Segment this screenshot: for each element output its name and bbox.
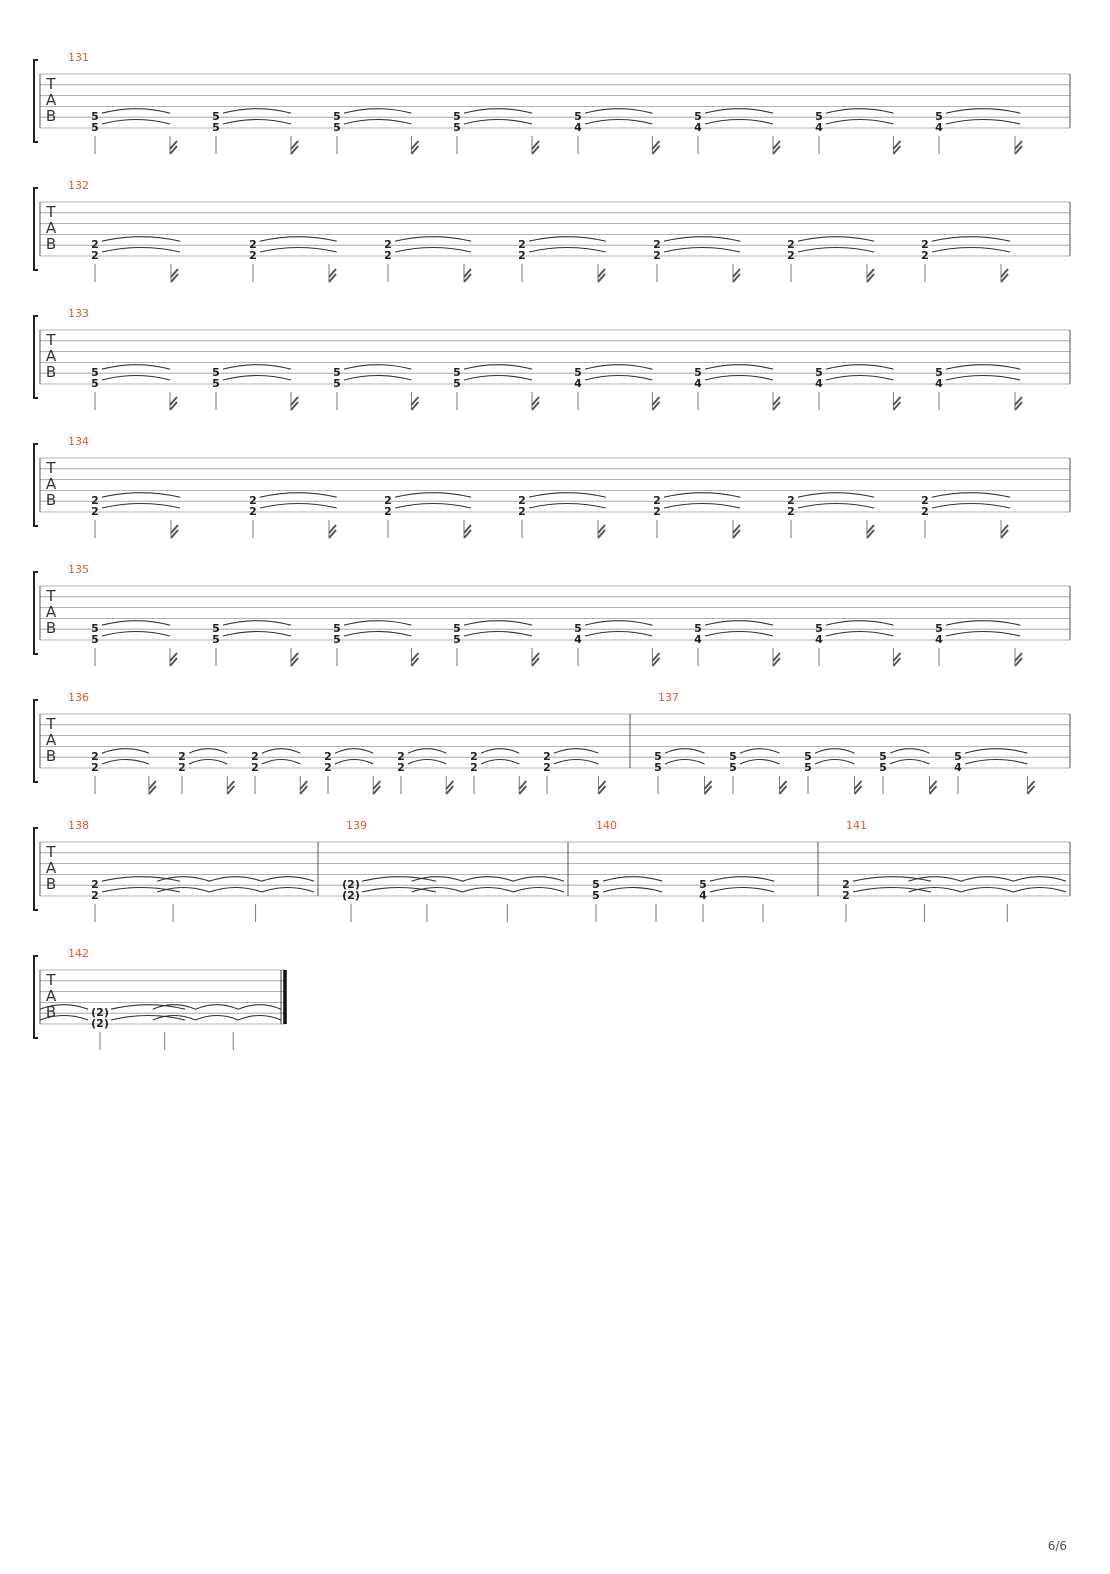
tie — [102, 760, 149, 765]
tab-clef-t: T — [46, 843, 56, 861]
fret-number: 2 — [324, 750, 332, 764]
tie — [705, 109, 773, 114]
tie — [102, 632, 170, 637]
fret-number: 5 — [574, 366, 582, 380]
tie — [932, 237, 1010, 242]
tie — [965, 749, 1027, 754]
fret-number: 2 — [249, 249, 257, 262]
fret-number: 4 — [694, 377, 702, 390]
tie — [529, 504, 606, 509]
fret-number: 2 — [543, 750, 551, 764]
fret-number: 2 — [921, 249, 929, 262]
tie — [1014, 888, 1067, 893]
tie — [464, 109, 532, 114]
fret-number: 5 — [699, 878, 707, 892]
fret-number: 2 — [249, 494, 257, 508]
fret-number: 5 — [333, 377, 341, 390]
measure-number: 138 — [68, 819, 89, 832]
tie — [946, 621, 1020, 626]
tie — [223, 376, 291, 381]
measure-number: 141 — [846, 819, 867, 832]
tie — [932, 248, 1010, 253]
tie — [260, 237, 337, 242]
tie — [798, 493, 874, 498]
fret-number: 2 — [470, 761, 478, 774]
fret-number: 5 — [804, 750, 812, 764]
fret-number: 2 — [787, 494, 795, 508]
fret-number: 5 — [212, 377, 220, 390]
tie — [344, 109, 411, 114]
system-bracket — [34, 572, 38, 654]
page-number: 6/6 — [1047, 1539, 1067, 1553]
tab-clef-b: B — [45, 235, 57, 253]
tab-clef-b: B — [45, 747, 57, 765]
tie — [102, 749, 149, 754]
system-bracket — [34, 188, 38, 270]
tie — [826, 632, 893, 637]
fret-number: 2 — [470, 750, 478, 764]
fret-number: 5 — [729, 761, 737, 774]
fret-number: 2 — [384, 238, 392, 252]
tie — [705, 632, 773, 637]
fret-number: 4 — [694, 121, 702, 134]
tab-clef-t: T — [46, 971, 56, 989]
tie — [463, 877, 514, 882]
fret-number: 5 — [333, 121, 341, 134]
fret-number: 5 — [574, 110, 582, 124]
tie — [223, 109, 291, 114]
fret-number: 2 — [91, 238, 99, 252]
measure-number: 140 — [596, 819, 617, 832]
tie — [262, 760, 300, 765]
tie — [412, 888, 463, 893]
tie — [464, 120, 532, 125]
tie — [102, 120, 170, 125]
fret-number: 2 — [921, 494, 929, 508]
fret-number: 5 — [333, 633, 341, 646]
fret-number: 2 — [518, 238, 526, 252]
tie — [798, 504, 874, 509]
tie — [395, 248, 471, 253]
tie — [932, 504, 1010, 509]
tie — [335, 760, 373, 765]
tie — [481, 749, 519, 754]
tab-clef-a: A — [45, 603, 57, 621]
fret-number: 5 — [91, 110, 99, 124]
measure-number: 133 — [68, 307, 89, 320]
fret-number: 4 — [815, 377, 823, 390]
tie — [705, 621, 773, 626]
tie — [826, 120, 893, 125]
fret-number: 5 — [333, 622, 341, 636]
tie — [664, 504, 740, 509]
system-bracket — [34, 444, 38, 526]
fret-number: 5 — [879, 761, 887, 774]
tie — [798, 248, 874, 253]
fret-number: 2 — [787, 238, 795, 252]
fret-number: 5 — [879, 750, 887, 764]
tie — [412, 877, 463, 882]
fret-number: 4 — [935, 121, 943, 134]
tie — [890, 749, 930, 754]
tie — [826, 365, 893, 370]
tie — [464, 621, 532, 626]
fret-number: 2 — [324, 761, 332, 774]
tie — [111, 1016, 185, 1021]
fret-number: 5 — [815, 110, 823, 124]
tie — [464, 376, 532, 381]
tie — [223, 621, 291, 626]
fret-number: 4 — [574, 633, 582, 646]
measure-number: 136 — [68, 691, 89, 704]
fret-number: 5 — [592, 878, 600, 892]
tie — [513, 888, 564, 893]
fret-number: 2 — [384, 249, 392, 262]
fret-number: 4 — [815, 633, 823, 646]
tie — [408, 760, 446, 765]
tie — [554, 760, 598, 765]
measure-number: 132 — [68, 179, 89, 192]
tie — [740, 749, 780, 754]
fret-number: 2 — [384, 505, 392, 518]
tie — [890, 760, 930, 765]
tie — [102, 109, 170, 114]
tie — [102, 376, 170, 381]
fret-number: 4 — [574, 377, 582, 390]
tie — [664, 237, 740, 242]
tie — [260, 504, 337, 509]
fret-number: 5 — [935, 622, 943, 636]
tie — [262, 888, 314, 893]
tie — [664, 248, 740, 253]
tie — [464, 365, 532, 370]
tie — [946, 120, 1020, 125]
system-bracket — [34, 956, 38, 1038]
fret-number: 2 — [249, 238, 257, 252]
tie — [946, 109, 1020, 114]
fret-number: 2 — [251, 761, 259, 774]
tie — [529, 493, 606, 498]
tie — [481, 760, 519, 765]
tie — [395, 237, 471, 242]
tie — [344, 120, 411, 125]
tie — [262, 877, 314, 882]
fret-number: 2 — [251, 750, 259, 764]
tie — [585, 365, 652, 370]
tie — [102, 504, 180, 509]
tie — [665, 760, 705, 765]
fret-number: 5 — [815, 622, 823, 636]
fret-number: 4 — [954, 761, 962, 774]
tie — [826, 621, 893, 626]
tie — [196, 1005, 239, 1010]
fret-number: 2 — [397, 750, 405, 764]
fret-number: 5 — [453, 110, 461, 124]
tie — [705, 376, 773, 381]
fret-number: 5 — [212, 121, 220, 134]
tie — [196, 1016, 239, 1021]
tab-clef-t: T — [46, 715, 56, 733]
fret-number: 5 — [453, 622, 461, 636]
tab-clef-a: A — [45, 347, 57, 365]
fret-number: 2 — [178, 750, 186, 764]
tab-clef-b: B — [45, 875, 57, 893]
tie — [223, 632, 291, 637]
fret-number: 2 — [249, 505, 257, 518]
tie — [603, 888, 662, 893]
measure-number: 131 — [68, 51, 89, 64]
tie — [909, 888, 962, 893]
tie — [260, 493, 337, 498]
tie — [262, 749, 300, 754]
tie — [826, 109, 893, 114]
fret-number: 2 — [543, 761, 551, 774]
fret-number: 5 — [453, 377, 461, 390]
fret-number: 2 — [178, 761, 186, 774]
fret-number: 5 — [592, 889, 600, 902]
fret-number: 5 — [91, 622, 99, 636]
tie — [344, 632, 411, 637]
tab-clef-a: A — [45, 731, 57, 749]
fret-number: 4 — [699, 889, 707, 902]
tie — [529, 248, 606, 253]
tab-clef-t: T — [46, 587, 56, 605]
tab-clef-t: T — [46, 75, 56, 93]
fret-number: 5 — [654, 750, 662, 764]
fret-number: 2 — [518, 249, 526, 262]
fret-number: 2 — [653, 494, 661, 508]
tie — [946, 376, 1020, 381]
fret-number: 2 — [653, 249, 661, 262]
tie — [946, 365, 1020, 370]
tie — [705, 120, 773, 125]
tie — [585, 120, 652, 125]
tab-clef-b: B — [45, 363, 57, 381]
tie — [223, 365, 291, 370]
tie — [111, 1005, 185, 1010]
tie — [585, 376, 652, 381]
tie — [102, 877, 180, 882]
tie — [102, 621, 170, 626]
tie — [463, 888, 514, 893]
fret-number: 4 — [574, 121, 582, 134]
tie — [815, 760, 855, 765]
tie — [946, 632, 1020, 637]
fret-number: 2 — [91, 249, 99, 262]
tie — [826, 376, 893, 381]
system-bracket — [34, 60, 38, 142]
fret-number: 5 — [694, 366, 702, 380]
fret-number: 5 — [815, 366, 823, 380]
tie — [157, 888, 209, 893]
fret-number: (2) — [91, 1006, 109, 1020]
tab-clef-b: B — [45, 491, 57, 509]
fret-number: (2) — [91, 1017, 109, 1030]
tie — [1014, 877, 1067, 882]
tie — [189, 749, 227, 754]
tie — [603, 877, 662, 882]
measure-number: 134 — [68, 435, 89, 448]
tie — [585, 109, 652, 114]
fret-number: 2 — [787, 505, 795, 518]
fret-number: 2 — [384, 494, 392, 508]
tie — [223, 120, 291, 125]
tie — [961, 888, 1014, 893]
measure-number: 137 — [658, 691, 679, 704]
tie — [102, 365, 170, 370]
tie — [585, 632, 652, 637]
tie — [335, 749, 373, 754]
fret-number: 5 — [453, 366, 461, 380]
tie — [961, 877, 1014, 882]
fret-number: 2 — [91, 494, 99, 508]
fret-number: 5 — [91, 366, 99, 380]
fret-number: 2 — [842, 889, 850, 902]
fret-number: 2 — [653, 505, 661, 518]
fret-number: 5 — [453, 633, 461, 646]
tie — [965, 760, 1027, 765]
fret-number: 2 — [91, 761, 99, 774]
fret-number: 5 — [333, 110, 341, 124]
tie — [909, 877, 962, 882]
measure-number: 139 — [346, 819, 367, 832]
tie — [102, 888, 180, 893]
tie — [260, 248, 337, 253]
fret-number: 5 — [694, 110, 702, 124]
tab-clef-a: A — [45, 91, 57, 109]
fret-number: 5 — [333, 366, 341, 380]
fret-number: 5 — [954, 750, 962, 764]
system-bracket — [34, 316, 38, 398]
fret-number: 5 — [574, 622, 582, 636]
tie — [554, 749, 598, 754]
fret-number: 5 — [212, 633, 220, 646]
tie — [102, 248, 180, 253]
fret-number: 5 — [729, 750, 737, 764]
tie — [102, 493, 180, 498]
fret-number: 5 — [212, 622, 220, 636]
system-bracket — [34, 700, 38, 782]
tie — [798, 237, 874, 242]
tie — [529, 237, 606, 242]
tie — [102, 237, 180, 242]
tie — [585, 621, 652, 626]
tie — [157, 877, 209, 882]
tie — [932, 493, 1010, 498]
tie — [513, 877, 564, 882]
tie — [665, 749, 705, 754]
tie — [238, 1016, 281, 1021]
fret-number: 5 — [91, 633, 99, 646]
fret-number: 2 — [91, 878, 99, 892]
tie — [464, 632, 532, 637]
tie — [210, 877, 262, 882]
fret-number: 5 — [935, 366, 943, 380]
fret-number: 2 — [91, 750, 99, 764]
tab-clef-a: A — [45, 987, 57, 1005]
fret-number: 2 — [397, 761, 405, 774]
tie — [664, 493, 740, 498]
tie — [189, 760, 227, 765]
fret-number: 2 — [91, 889, 99, 902]
measure-number: 142 — [68, 947, 89, 960]
tab-clef-a: A — [45, 859, 57, 877]
fret-number: (2) — [342, 889, 360, 902]
fret-number: 4 — [815, 121, 823, 134]
tab-clef-a: A — [45, 219, 57, 237]
tab-clef-t: T — [46, 331, 56, 349]
fret-number: 5 — [212, 366, 220, 380]
tab-clef-b: B — [45, 107, 57, 125]
fret-number: 5 — [654, 761, 662, 774]
fret-number: 5 — [91, 377, 99, 390]
tab-clef-b: B — [45, 619, 57, 637]
tie — [853, 888, 931, 893]
fret-number: 2 — [842, 878, 850, 892]
tie — [710, 877, 774, 882]
fret-number: 2 — [921, 505, 929, 518]
fret-number: 2 — [91, 505, 99, 518]
tie — [740, 760, 780, 765]
fret-number: 5 — [694, 622, 702, 636]
tie — [238, 1005, 281, 1010]
fret-number: 2 — [921, 238, 929, 252]
tie — [210, 888, 262, 893]
tie — [344, 376, 411, 381]
fret-number: 5 — [935, 110, 943, 124]
measure-number: 135 — [68, 563, 89, 576]
tie — [815, 749, 855, 754]
tie — [344, 365, 411, 370]
fret-number: 2 — [518, 494, 526, 508]
fret-number: 2 — [787, 249, 795, 262]
fret-number: 5 — [91, 121, 99, 134]
tie — [395, 504, 471, 509]
tab-clef-a: A — [45, 475, 57, 493]
system-bracket — [34, 828, 38, 910]
fret-number: 5 — [804, 761, 812, 774]
tab-clef-b: B — [45, 1003, 57, 1021]
tab-clef-t: T — [46, 459, 56, 477]
tie — [344, 621, 411, 626]
fret-number: 2 — [653, 238, 661, 252]
fret-number: 4 — [694, 633, 702, 646]
tie — [395, 493, 471, 498]
tie — [710, 888, 774, 893]
fret-number: (2) — [342, 878, 360, 892]
fret-number: 4 — [935, 377, 943, 390]
tab-clef-t: T — [46, 203, 56, 221]
fret-number: 2 — [518, 505, 526, 518]
fret-number: 5 — [453, 121, 461, 134]
tie — [408, 749, 446, 754]
fret-number: 4 — [935, 633, 943, 646]
tie — [853, 877, 931, 882]
fret-number: 5 — [212, 110, 220, 124]
tie — [705, 365, 773, 370]
